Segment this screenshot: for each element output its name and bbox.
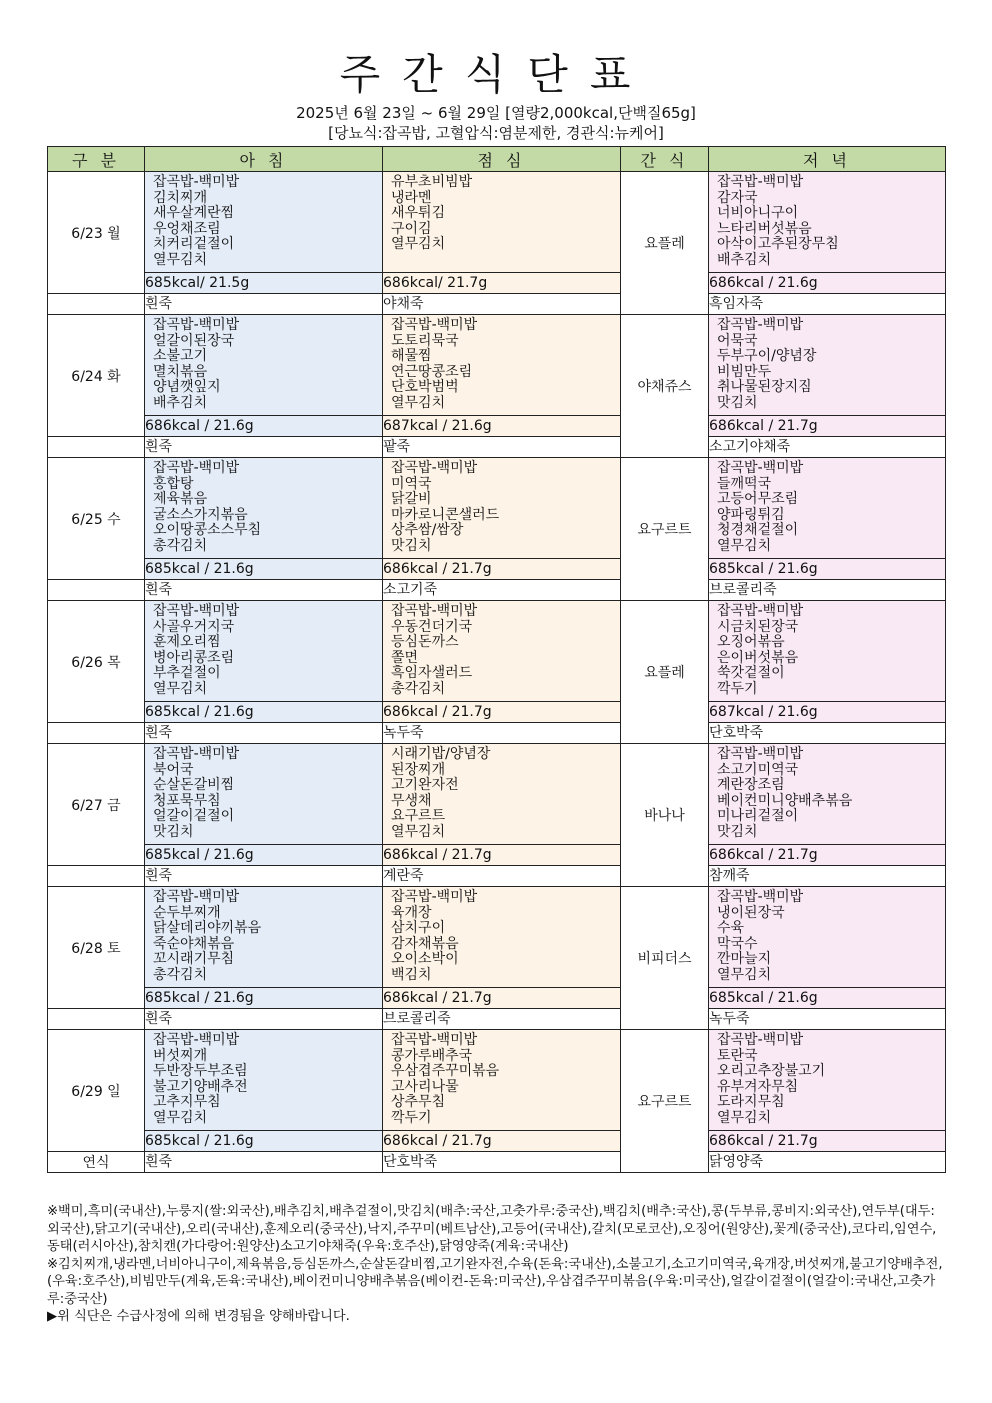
menu-item: 얼갈이겉절이: [153, 808, 235, 824]
menu-item: 사골우거지국: [153, 618, 235, 635]
menu-period: 2025년 6월 23일 ~ 6월 29일 [열량2,000kcal,단백질65g]: [296, 104, 696, 122]
dinner-cell: [709, 744, 946, 845]
menu-item: 잡곡밥-백미밥: [153, 317, 240, 333]
porridge-spacer: [48, 294, 145, 315]
menu-item: 깍두기: [717, 680, 758, 697]
lunch-items: [383, 887, 620, 987]
lunch-kcal: 686kcal / 21.7g: [383, 702, 621, 723]
menu-day-row: [48, 1030, 946, 1131]
day-label: 6/28 토: [48, 887, 145, 1009]
breakfast-porridge: 흰죽: [145, 866, 383, 887]
menu-item: 흑임자샐러드: [391, 665, 473, 681]
lunch-items: [383, 601, 620, 701]
origin-note-1: ※백미,흑미(국내산),누룽지(쌀:외국산),배추김치,배추겉절이,맛김치(배추:국산,고춧가루:중국산),백김치(배추:국산),콩(두부류,콩비지:외국산),연두부(대두:외국산),닭고기(국내산),오리(국내산),훈제오리(중국산),낙지,주꾸미(베트남산),고등어(국내산),갈치(모로코산),오징어(원양산),꽃게(중국산),코다리,임연수,동태(러시아산),참치캔(가다랑어:원양산)소고기야채죽(우육:호주산),닭영양죽(계육:국내산): [47, 1204, 937, 1254]
breakfast-kcal: 685kcal/ 21.5g: [145, 273, 383, 294]
lunch-cell: [383, 1030, 621, 1131]
menu-item: 된장찌개: [391, 761, 446, 778]
menu-item: 구이김: [391, 220, 432, 237]
menu-item: 수육: [717, 920, 745, 936]
dinner-porridge: 브로콜리죽: [709, 580, 946, 601]
lunch-porridge: 계란죽: [383, 866, 621, 887]
porridge-row: [48, 437, 946, 458]
dinner-porridge: 소고기야채죽: [709, 437, 946, 458]
menu-item: 김치찌개: [153, 189, 208, 206]
breakfast-items: [145, 1030, 382, 1130]
breakfast-porridge: 흰죽: [145, 1152, 383, 1173]
lunch-cell: [383, 172, 621, 273]
breakfast-kcal: 685kcal / 21.6g: [145, 988, 383, 1009]
menu-item: 상추무침: [391, 1094, 446, 1110]
lunch-porridge: 브로콜리죽: [383, 1009, 621, 1030]
menu-item: 버섯찌개: [153, 1047, 208, 1064]
menu-item: 계란장조림: [717, 777, 785, 793]
porridge-row: [48, 1152, 946, 1173]
menu-item: 등심돈까스: [391, 634, 459, 650]
snack-cell: 요플레: [621, 172, 709, 315]
menu-item: 열무김치: [717, 966, 772, 983]
menu-item: 잡곡밥-백미밥: [153, 603, 240, 619]
menu-item: 배추김치: [717, 251, 772, 268]
dinner-cell: [709, 601, 946, 702]
menu-item: 양파링튀김: [717, 506, 785, 523]
lunch-porridge: 야채죽: [383, 294, 621, 315]
menu-item: 우엉채조림: [153, 220, 221, 237]
day-label: 6/24 화: [48, 315, 145, 437]
menu-item: 총각김치: [153, 966, 208, 983]
breakfast-porridge: 흰죽: [145, 1009, 383, 1030]
menu-item: 굴소스가지볶음: [153, 506, 248, 523]
menu-day-row: [48, 601, 946, 702]
dinner-cell: [709, 458, 946, 559]
menu-item: 쑥갓겉절이: [717, 665, 785, 681]
snack-cell: 바나나: [621, 744, 709, 887]
breakfast-items: [145, 744, 382, 844]
menu-item: 비빔만두: [717, 363, 772, 380]
breakfast-porridge: 흰죽: [145, 580, 383, 601]
menu-item: 열무김치: [717, 537, 772, 554]
kcal-row: [48, 845, 946, 866]
menu-item: 부추겉절이: [153, 665, 221, 681]
menu-item: 잡곡밥-백미밥: [391, 317, 478, 333]
menu-item: 잡곡밥-백미밥: [153, 746, 240, 762]
menu-item: 잡곡밥-백미밥: [717, 603, 804, 619]
menu-item: 해물찜: [391, 348, 432, 364]
menu-item: 유부겨자무침: [717, 1078, 799, 1095]
breakfast-kcal: 685kcal / 21.6g: [145, 559, 383, 580]
breakfast-items: [145, 315, 382, 415]
dinner-porridge: 녹두죽: [709, 1009, 946, 1030]
dinner-items: [709, 887, 945, 987]
breakfast-kcal: 685kcal / 21.6g: [145, 702, 383, 723]
menu-item: 취나물된장지짐: [717, 379, 812, 395]
menu-item: 냉이된장국: [717, 904, 785, 921]
day-label: 6/29 일: [48, 1030, 145, 1152]
menu-item: 시래기밥/양념장: [391, 746, 491, 762]
menu-item: 소불고기: [153, 348, 208, 364]
porridge-row: [48, 294, 946, 315]
menu-item: 꼬시래기무침: [153, 951, 235, 967]
kcal-row: [48, 559, 946, 580]
dinner-kcal: 686kcal / 21.6g: [709, 273, 946, 294]
menu-item: 시금치된장국: [717, 618, 799, 635]
lunch-cell: [383, 744, 621, 845]
lunch-porridge: 녹두죽: [383, 723, 621, 744]
snack-cell: 요구르트: [621, 1030, 709, 1173]
menu-item: 잡곡밥-백미밥: [153, 889, 240, 905]
menu-item: 깐마늘지: [717, 951, 772, 967]
dinner-kcal: 686kcal / 21.7g: [709, 845, 946, 866]
kcal-row: [48, 273, 946, 294]
soft-diet-label: 연식: [48, 1152, 145, 1173]
menu-day-row: [48, 172, 946, 273]
kcal-row: [48, 702, 946, 723]
menu-item: 열무김치: [391, 823, 446, 840]
lunch-items: [383, 1030, 620, 1130]
dinner-cell: [709, 172, 946, 273]
menu-item: 홍합탕: [153, 475, 194, 492]
breakfast-porridge: 흰죽: [145, 437, 383, 458]
lunch-cell: [383, 601, 621, 702]
dinner-items: [709, 458, 945, 558]
menu-item: 무생채: [391, 792, 432, 809]
breakfast-items: [145, 458, 382, 558]
dinner-kcal: 686kcal / 21.7g: [709, 416, 946, 437]
dinner-porridge: 닭영양죽: [709, 1152, 946, 1173]
menu-item: 오이땅콩소스무침: [153, 522, 262, 538]
dinner-kcal: 685kcal / 21.6g: [709, 988, 946, 1009]
menu-item: 느타리버섯볶음: [717, 220, 812, 237]
menu-item: 고사리나물: [391, 1078, 459, 1095]
menu-item: 제육볶음: [153, 491, 208, 507]
menu-item: 잡곡밥-백미밥: [391, 889, 478, 905]
menu-item: 오이소박이: [391, 951, 459, 967]
menu-item: 너비아니구이: [717, 205, 799, 221]
lunch-kcal: 686kcal / 21.7g: [383, 845, 621, 866]
menu-item: 두반장두부조림: [153, 1063, 248, 1079]
menu-item: 배추김치: [153, 394, 208, 411]
menu-item: 총각김치: [391, 680, 446, 697]
col-header-snack: 간 식: [621, 147, 709, 172]
dinner-items: [709, 601, 945, 701]
lunch-items: [383, 744, 620, 844]
menu-item: 병아리콩조림: [153, 649, 235, 666]
lunch-items: [383, 315, 620, 415]
menu-item: 새우튀김: [391, 205, 446, 221]
breakfast-cell: [145, 601, 383, 702]
porridge-row: [48, 1009, 946, 1030]
col-header-breakfast: 아 침: [145, 147, 383, 172]
change-notice: ▶위 식단은 수급사정에 의해 변경됨을 양해바랍니다.: [47, 1309, 350, 1324]
menu-item: 열무김치: [717, 1109, 772, 1126]
weekly-menu-table: [47, 146, 946, 1173]
menu-item: 베이컨미니양배추볶음: [717, 792, 853, 809]
menu-item: 고추지무침: [153, 1094, 221, 1110]
menu-item: 고등어무조림: [717, 491, 799, 507]
porridge-row: [48, 723, 946, 744]
menu-item: 두부구이/양념장: [717, 348, 817, 364]
menu-item: 상추쌈/쌈장: [391, 522, 464, 538]
menu-item: 죽순야채볶음: [153, 935, 235, 952]
menu-item: 열무김치: [391, 394, 446, 411]
col-header-category: 구 분: [48, 147, 145, 172]
menu-item: 맛김치: [153, 823, 194, 840]
menu-item: 총각김치: [153, 537, 208, 554]
lunch-kcal: 686kcal / 21.7g: [383, 988, 621, 1009]
menu-item: 토란국: [717, 1047, 758, 1064]
day-label: 6/27 금: [48, 744, 145, 866]
menu-item: 삼치구이: [391, 920, 446, 936]
day-label: 6/26 목: [48, 601, 145, 723]
kcal-row: [48, 988, 946, 1009]
porridge-row: [48, 580, 946, 601]
lunch-kcal: 686kcal / 21.7g: [383, 559, 621, 580]
dinner-porridge: 참깨죽: [709, 866, 946, 887]
menu-item: 순살돈갈비찜: [153, 777, 235, 793]
menu-item: 막국수: [717, 935, 758, 952]
menu-item: 맛김치: [717, 823, 758, 840]
menu-item: 양념깻잎지: [153, 379, 221, 395]
diet-note: [당뇨식:잡곡밥, 고혈압식:염분제한, 경관식:뉴케어]: [328, 124, 664, 142]
menu-item: 열무김치: [153, 251, 208, 268]
breakfast-cell: [145, 458, 383, 559]
porridge-spacer: [48, 1009, 145, 1030]
menu-day-row: [48, 458, 946, 559]
breakfast-kcal: 686kcal / 21.6g: [145, 416, 383, 437]
menu-day-row: [48, 315, 946, 416]
menu-item: 닭갈비: [391, 491, 432, 507]
menu-item: 아삭이고추된장무침: [717, 236, 839, 252]
menu-item: 북어국: [153, 761, 194, 778]
menu-item: 얼갈이된장국: [153, 332, 235, 349]
lunch-kcal: 686kcal / 21.7g: [383, 1131, 621, 1152]
menu-item: 들깨떡국: [717, 475, 772, 492]
menu-item: 소고기미역국: [717, 761, 799, 778]
snack-cell: 요구르트: [621, 458, 709, 601]
menu-item: 요구르트: [391, 808, 446, 824]
menu-item: 미역국: [391, 475, 432, 492]
menu-item: 열무김치: [153, 1109, 208, 1126]
dinner-cell: [709, 887, 946, 988]
menu-item: 잡곡밥-백미밥: [717, 1032, 804, 1048]
dinner-kcal: 686kcal / 21.7g: [709, 1131, 946, 1152]
dinner-kcal: 687kcal / 21.6g: [709, 702, 946, 723]
lunch-porridge: 소고기죽: [383, 580, 621, 601]
menu-item: 유부초비빔밥: [391, 174, 473, 190]
dinner-kcal: 685kcal / 21.6g: [709, 559, 946, 580]
breakfast-porridge: 흰죽: [145, 723, 383, 744]
menu-item: 새우살계란찜: [153, 205, 235, 221]
menu-item: 도토리묵국: [391, 332, 459, 349]
porridge-row: [48, 866, 946, 887]
breakfast-cell: [145, 172, 383, 273]
porridge-spacer: [48, 723, 145, 744]
menu-item: 감자국: [717, 189, 758, 206]
lunch-porridge: 단호박죽: [383, 1152, 621, 1173]
col-header-lunch: 점 심: [383, 147, 621, 172]
menu-item: 백김치: [391, 966, 432, 983]
menu-item: 훈제오리찜: [153, 634, 221, 650]
menu-item: 잡곡밥-백미밥: [391, 460, 478, 476]
menu-item: 미나리겉절이: [717, 808, 799, 824]
lunch-kcal: 686kcal/ 21.7g: [383, 273, 621, 294]
menu-item: 콩가루배추국: [391, 1047, 473, 1064]
menu-item: 닭살데리야끼볶음: [153, 920, 262, 936]
snack-cell: 요플레: [621, 601, 709, 744]
menu-item: 치커리겉절이: [153, 236, 235, 252]
menu-item: 냉라멘: [391, 189, 432, 206]
lunch-kcal: 687kcal / 21.6g: [383, 416, 621, 437]
menu-item: 멸치볶음: [153, 363, 208, 380]
menu-item: 불고기양배추전: [153, 1078, 248, 1095]
dinner-porridge: 흑임자죽: [709, 294, 946, 315]
menu-item: 잡곡밥-백미밥: [717, 746, 804, 762]
menu-item: 열무김치: [391, 236, 446, 252]
day-label: 6/25 수: [48, 458, 145, 580]
page-title: 주간식단표: [339, 50, 653, 99]
menu-item: 연근땅콩조림: [391, 363, 473, 380]
menu-item: 오징어볶음: [717, 634, 785, 650]
menu-item: 청경채겉절이: [717, 522, 799, 538]
origin-note-2: ※김치찌개,냉라멘,너비아니구이,제육볶음,등심돈까스,순살돈갈비찜,고기완자전,수육(돈육:국내산),소불고기,소고기미역국,육개장,버섯찌개,불고기양배추전,(우육:호주산),비빔만두(계육,돈육:국내산),베이컨미니양배추볶음(베이컨-돈육:미국산),우삼겹주꾸미볶음(우육:미국산),얼갈이겉절이(얼갈이:국내산,고춧가루:중국산): [47, 1256, 943, 1307]
menu-day-row: [48, 744, 946, 845]
menu-item: 맛김치: [391, 537, 432, 554]
breakfast-kcal: 685kcal / 21.6g: [145, 1131, 383, 1152]
lunch-items: [383, 172, 620, 272]
lunch-porridge: 팥죽: [383, 437, 621, 458]
menu-item: 어묵국: [717, 332, 758, 349]
menu-item: 감자채볶음: [391, 935, 459, 952]
menu-item: 고기완자전: [391, 777, 459, 793]
breakfast-cell: [145, 1030, 383, 1131]
snack-cell: 비피더스: [621, 887, 709, 1030]
kcal-row: [48, 1131, 946, 1152]
breakfast-porridge: 흰죽: [145, 294, 383, 315]
menu-item: 청포묵무침: [153, 792, 221, 809]
dinner-cell: [709, 1030, 946, 1131]
breakfast-cell: [145, 887, 383, 988]
menu-item: 쫄면: [391, 649, 419, 666]
lunch-cell: [383, 315, 621, 416]
menu-item: 깍두기: [391, 1109, 432, 1126]
menu-item: 우동건더기국: [391, 618, 473, 635]
day-label: 6/23 월: [48, 172, 145, 294]
menu-day-row: [48, 887, 946, 988]
lunch-cell: [383, 458, 621, 559]
menu-item: 잡곡밥-백미밥: [717, 174, 804, 190]
header-row: [48, 147, 946, 172]
menu-item: 오리고추장불고기: [717, 1063, 826, 1079]
porridge-spacer: [48, 437, 145, 458]
menu-item: 은이버섯볶음: [717, 649, 799, 666]
dinner-items: [709, 172, 945, 272]
porridge-spacer: [48, 580, 145, 601]
menu-item: 잡곡밥-백미밥: [717, 317, 804, 333]
dinner-items: [709, 744, 945, 844]
footnotes: [47, 1203, 947, 1326]
porridge-spacer: [48, 866, 145, 887]
breakfast-items: [145, 887, 382, 987]
lunch-items: [383, 458, 620, 558]
dinner-items: [709, 315, 945, 415]
dinner-porridge: 단호박죽: [709, 723, 946, 744]
menu-item: 잡곡밥-백미밥: [153, 174, 240, 190]
breakfast-items: [145, 172, 382, 272]
breakfast-cell: [145, 315, 383, 416]
lunch-cell: [383, 887, 621, 988]
menu-item: 도라지무침: [717, 1094, 785, 1110]
col-header-dinner: 저 녁: [709, 147, 946, 172]
breakfast-kcal: 685kcal / 21.6g: [145, 845, 383, 866]
menu-item: 단호박범벅: [391, 379, 459, 395]
menu-item: 잡곡밥-백미밥: [391, 1032, 478, 1048]
menu-item: 잡곡밥-백미밥: [717, 460, 804, 476]
snack-cell: 야채쥬스: [621, 315, 709, 458]
menu-item: 잡곡밥-백미밥: [153, 460, 240, 476]
menu-item: 마카로니콘샐러드: [391, 506, 500, 523]
dinner-items: [709, 1030, 945, 1130]
menu-item: 육개장: [391, 904, 432, 921]
menu-item: 잡곡밥-백미밥: [717, 889, 804, 905]
menu-item: 순두부찌개: [153, 904, 221, 921]
dinner-cell: [709, 315, 946, 416]
menu-item: 우삼겹주꾸미볶음: [391, 1063, 500, 1079]
menu-item: 열무김치: [153, 680, 208, 697]
kcal-row: [48, 416, 946, 437]
menu-item: 맛김치: [717, 394, 758, 411]
menu-item: 잡곡밥-백미밥: [391, 603, 478, 619]
menu-item: 잡곡밥-백미밥: [153, 1032, 240, 1048]
breakfast-items: [145, 601, 382, 701]
breakfast-cell: [145, 744, 383, 845]
